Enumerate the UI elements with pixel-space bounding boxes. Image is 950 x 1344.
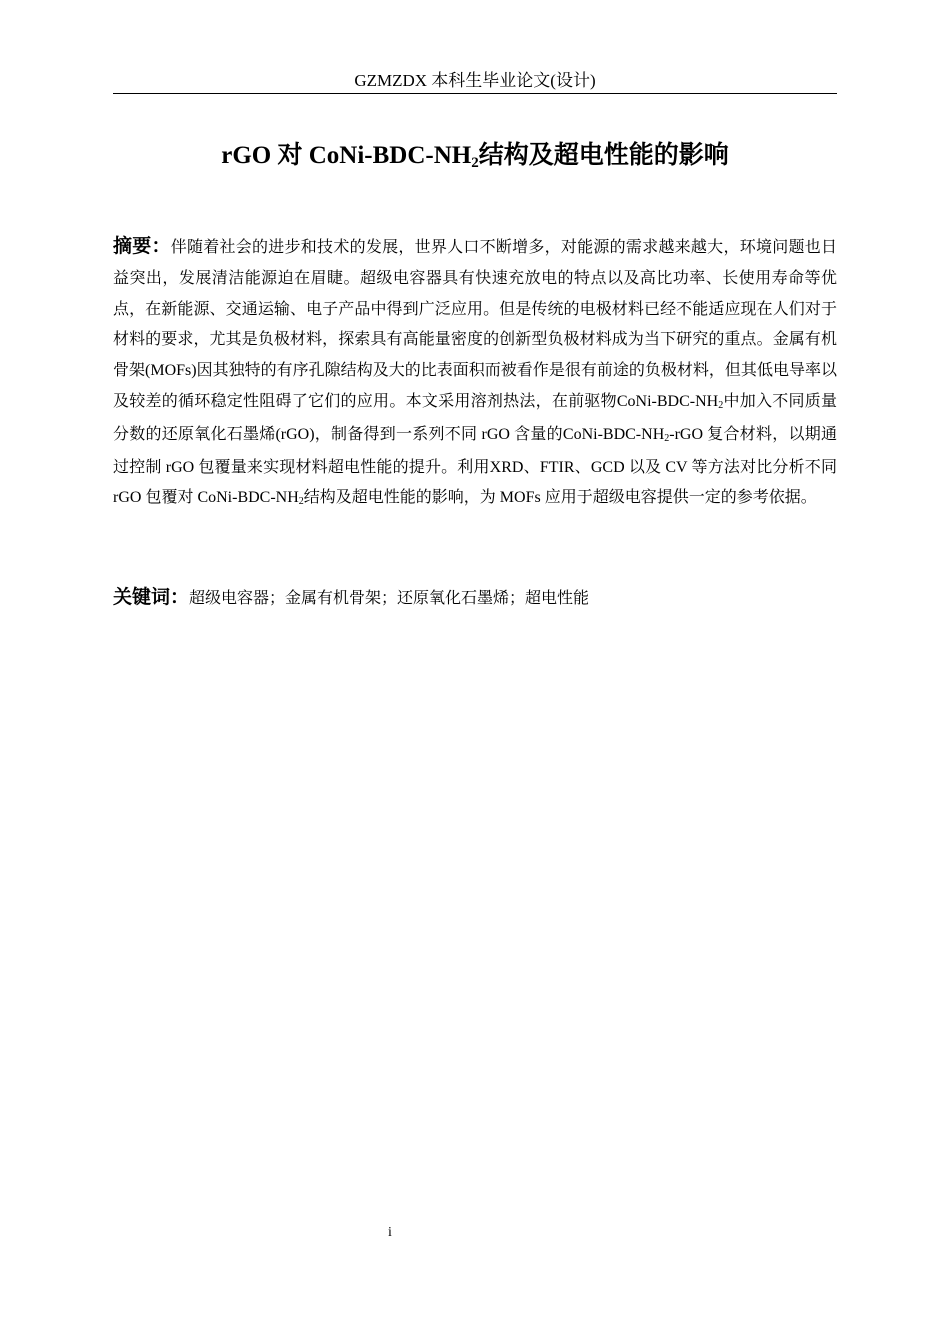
abstract-text-4: 结构及超电性能的影响，为 MOFs 应用于超级电容提供一定的参考依据。 xyxy=(303,489,817,507)
abstract-text-1: 伴随着社会的进步和技术的发展，世界人口不断增多，对能源的需求越来越大，环境问题也日益突出，发展清洁能源迫在眉睫。超级电容器具有快速充放电的特点以及高比功率、长使用寿命等优点，在新能源、交通运输、电子产品中得到广泛应用。但是传统的电极材料已经不能适应现在人们对于材料的要求，尤其是负极材料，探索具有高能量密度的创新型负极材料成为当下研究的重点。金属有机骨架(MOFs)因其独特的有序孔隙结构及大的比表面积而被看作是很有前途的负极材料，但其低电导率以及较差的循环稳定性阻碍了它们的应用。本文采用溶剂热法，在前驱物CoNi-BDC-NH xyxy=(113,239,837,410)
title-suffix: 结构及超电性能的影响 xyxy=(478,142,729,169)
running-header: GZMZDX 本科生毕业论文(设计) xyxy=(354,71,596,90)
keywords-text: 超级电容器；金属有机骨架；还原氧化石墨烯；超电性能 xyxy=(189,590,590,607)
title-subscript: 2 xyxy=(471,155,479,171)
header-divider xyxy=(113,93,837,94)
abstract-subscript-3: 2 xyxy=(298,496,304,508)
title-prefix: rGO 对 CoNi-BDC-NH xyxy=(221,142,472,169)
abstract-text-2: 中加入不同质量分数的还原氧化石墨烯(rGO)，制备得到一系列不同 rGO 含量的CoNi-BDC-NH xyxy=(113,392,837,443)
abstract-section xyxy=(113,231,837,516)
page-number: i xyxy=(388,1225,392,1240)
abstract-text-3: -rGO 复合材料，以期通过控制 rGO 包覆量来实现材料超电性能的提升。利用XRD、FTIR、GCD 以及 CV 等方法对比分析不同 rGO 包覆对 CoNi-BDC-NH xyxy=(113,425,837,507)
paper-title xyxy=(113,138,837,177)
keywords-label: 关键词： xyxy=(113,586,190,608)
abstract-subscript-1: 2 xyxy=(718,399,724,411)
keywords-section xyxy=(113,582,837,614)
abstract-label: 摘要： xyxy=(113,235,171,257)
abstract-subscript-2: 2 xyxy=(664,432,670,444)
